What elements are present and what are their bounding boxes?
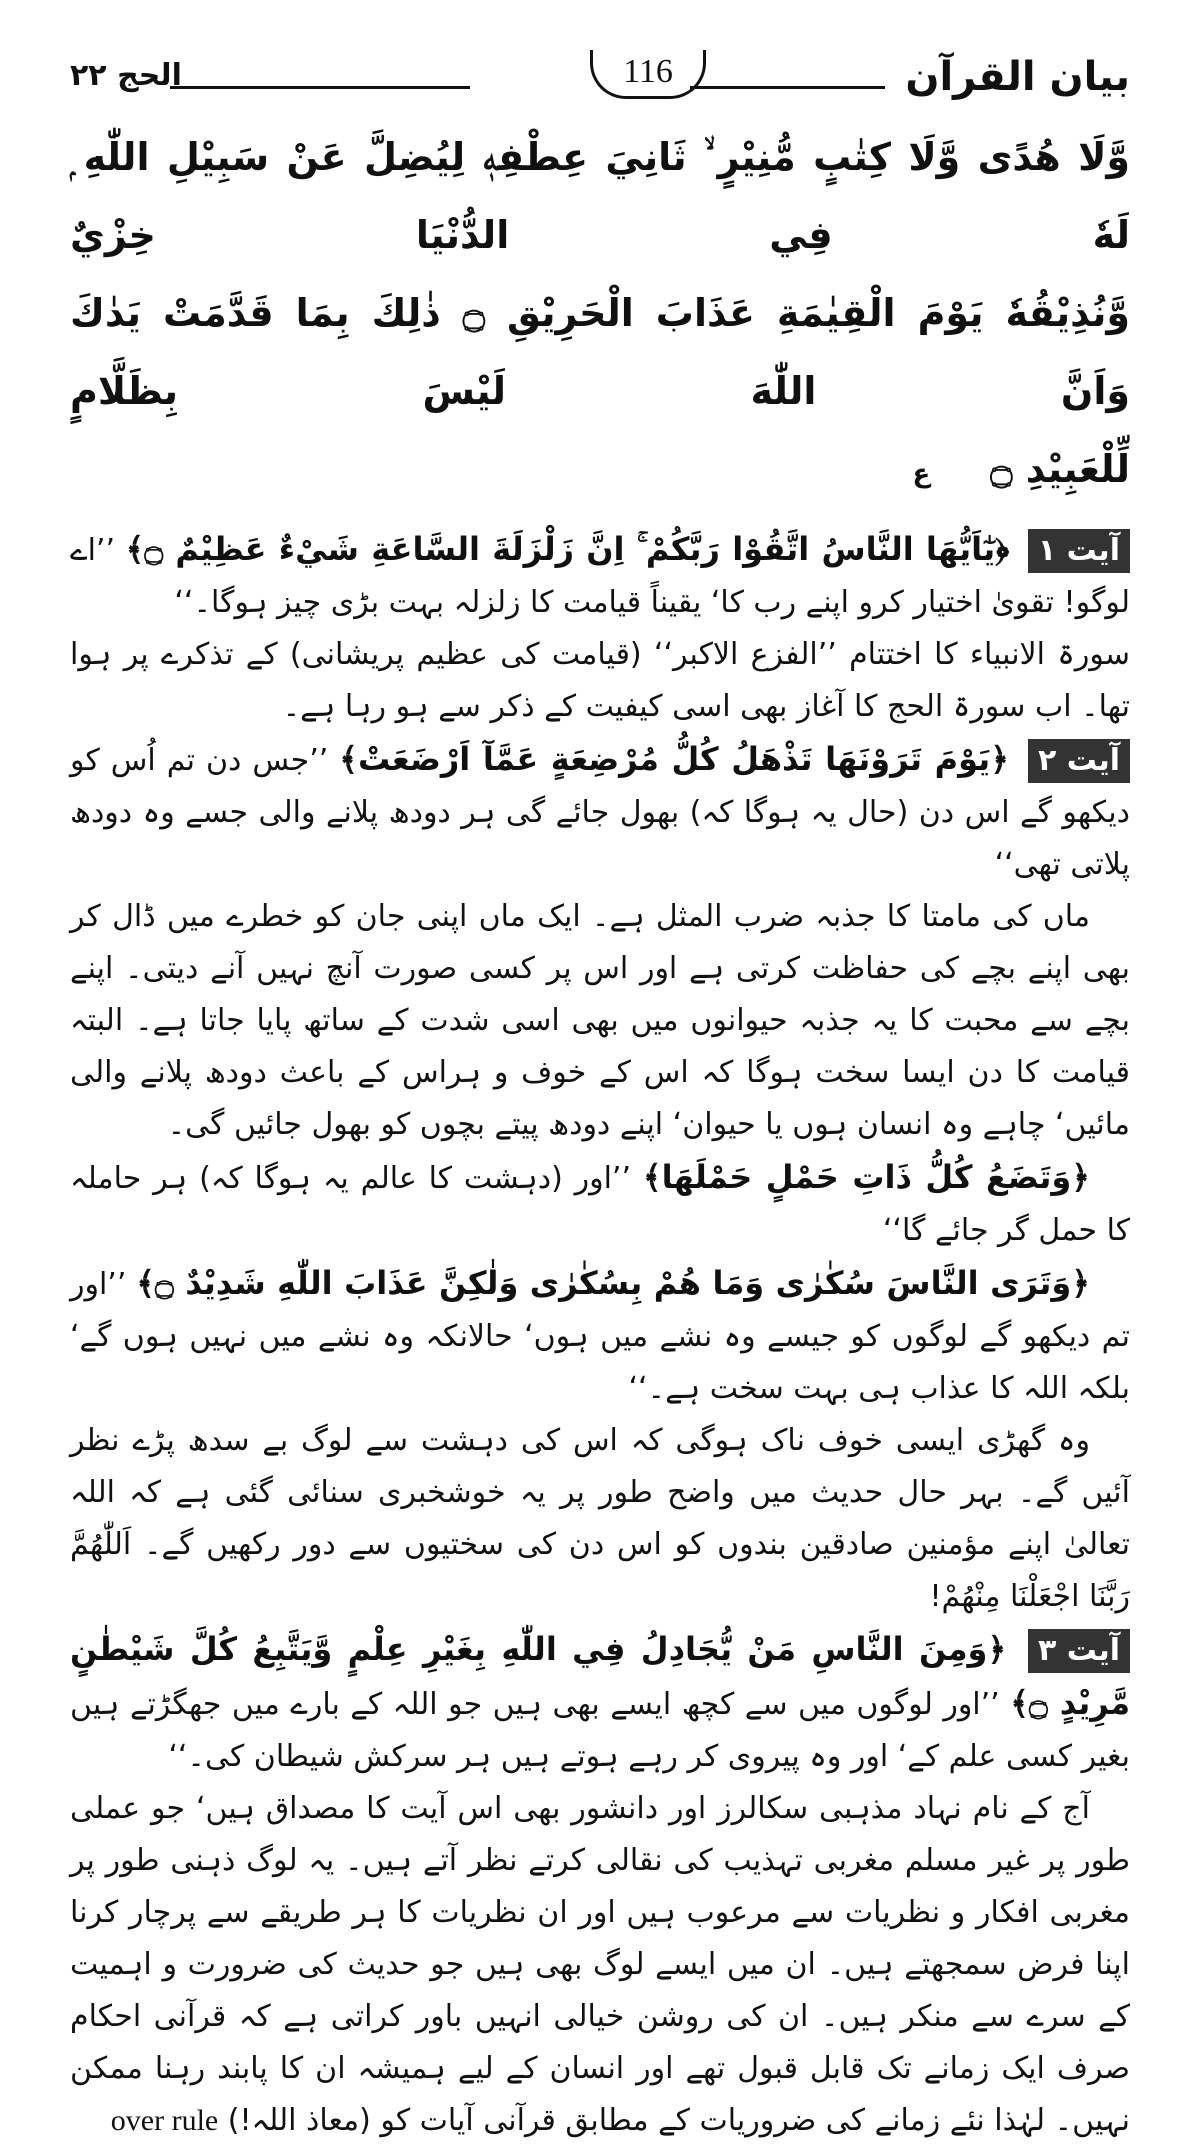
verse-line-1: وَّلَا هُدًى وَّلَا كِتٰبٍ مُّنِيْرٍ ۙ ثَانِيَ عِطْفِهٖ لِيُضِلَّ عَنْ سَبِيْلِ اللّٰهِ ۭ لَهٗ فِي الدُّنْيَا خِزْيٌ xyxy=(70,135,1130,257)
ayah-1-label: آیت ۱ xyxy=(1028,529,1130,573)
page-header xyxy=(70,50,1130,106)
ayah-1-commentary: سورۃ الانبیاء کا اختتام ’’الفزع الاکبر‘‘ (قیامت کی عظیم پریشانی) کے تذکرے پر ہوا تھا۔ اب سورۃ الحج کا آغاز بھی اسی کیفیت کے ذکر سے ہو رہا ہے۔ xyxy=(70,637,1130,724)
ayah-2-sub-verse-1 xyxy=(70,1151,1130,1257)
ayah-2-translation-3: ’’اور تم دیکھو گے لوگوں کو جیسے وہ نشے میں ہوں‘ حالانکہ وہ نشے میں نہیں ہوں گے‘ بلکہ اللہ کا عذاب ہی بہت سخت ہے۔‘‘ xyxy=(70,1267,1130,1406)
verse-line-3 xyxy=(70,430,1130,513)
ayah-2-arabic-2: ﴿وَتَضَعُ كُلُّ ذَاتِ حَمْلٍ حَمْلَهَا﴾ xyxy=(642,1158,1090,1196)
ayah-2-label: آیت ۲ xyxy=(1028,739,1130,783)
ayah-1-paragraph xyxy=(70,523,1130,629)
ayah-2-commentary-2: وہ گھڑی ایسی خوف ناک ہوگی کہ اس کی دہشت سے لوگ بے سدھ پڑے نظر آئیں گے۔ بہر حال حدیث میں واضح طور پر یہ خوشخبری سنائی گئی ہے کہ اللہ تعالیٰ اپنے مؤمنین صادقین بندوں کو اس دن کی سختیوں سے دور رکھیں گے۔ اَللّٰهُمَّ رَبَّنَا اجْعَلْنَا مِنْهُمْ! xyxy=(70,1423,1130,1614)
ayah-2-translation: ’’جس دن تم اُس کو دیکھو گے اس دن (حال یہ ہوگا کہ) بھول جائے گی ہر دودھ پلانے والی جسے وہ دودھ پلاتی تھی‘‘ xyxy=(70,743,1130,882)
surah-name: الحج ۲۲ xyxy=(70,58,182,93)
ayah-3-arabic: ﴿وَمِنَ النَّاسِ مَنْ يُّجَادِلُ فِي اللّٰهِ بِغَيْرِ عِلْمٍ وَّيَتَّبِعُ كُلَّ شَيْطٰنٍ مَّرِيْدٍ ۝﴾ xyxy=(70,1630,1130,1722)
ayah-3-commentary-text: آج کے نام نہاد مذہبی سکالرز اور دانشور بھی اس آیت کا مصداق ہیں‘ جو عملی طور پر غیر مسلم مغربی تہذیب کی نقالی کرتے نظر آتے ہیں۔ یہ لوگ ذہنی طور پر مغربی افکار و نظریات سے مرعوب ہیں اور ان نظریات کا ہر طریقے سے پرچار کرنا اپنا فرض سمجھتے ہیں۔ ان میں ایسے لوگ بھی ہیں جو حدیث کی ضرورت و اہمیت کے سرے سے منکر ہیں۔ ان کی روشن خیالی انہیں باور کراتی ہے کہ قرآنی احکام صرف ایک زمانے تک قابل قبول تھے اور انسان کے لیے ہمیشہ ان کا پابند رہنا ممکن نہیں۔ لہٰذا نئے زمانے کی ضروریات کے مطابق قرآنی آیات کو (معاذ اللہ!) xyxy=(70,1791,1130,2138)
verse-line-3-text: لِّلْعَبِيْدِ ۝ xyxy=(990,447,1130,491)
ayah-2-translation-2: ’’اور (دہشت کا عالم یہ ہوگا کہ) ہر حاملہ کا حمل گر جائے گا‘‘ xyxy=(70,1161,1130,1248)
ayah-3-paragraph xyxy=(70,1623,1130,1783)
ayah-3-commentary xyxy=(70,1783,1130,2147)
ayah-2-commentary-1: ماں کی مامتا کا جذبہ ضرب المثل ہے۔ ایک ماں اپنی جان کو خطرے میں ڈال کر بھی اپنے بچے کی حفاظت کرتی ہے اور اس پر کسی صورت آنچ نہیں آنے دیتی۔ اپنے بچے سے محبت کا یہ جذبہ حیوانوں میں بھی اسی شدت کے ساتھ پایا جاتا ہے۔ البتہ قیامت کا دن ایسا سخت ہوگا کہ اس کے خوف و ہراس کے باعث دودھ پلانے والی مائیں‘ چاہے وہ انسان ہوں یا حیوان‘ اپنے دودھ پیتے بچوں کو بھول جائیں گی۔ xyxy=(70,899,1130,1142)
ayah-2-sub-verse-2 xyxy=(70,1257,1130,1415)
quran-verse-block xyxy=(70,118,1130,513)
ayah-2-arabic: ﴿يَوْمَ تَرَوْنَهَا تَذْهَلُ كُلُّ مُرْضِعَةٍ عَمَّآ اَرْضَعَتْ﴾ xyxy=(339,740,1009,778)
ayah-2-arabic-3: ﴿وَتَرَى النَّاسَ سُكٰرٰى وَمَا هُمْ بِسُكٰرٰى وَلٰكِنَّ عَذَابَ اللّٰهِ شَدِيْدٌ ۝﴾ xyxy=(136,1264,1090,1302)
header-rule-left xyxy=(170,86,470,89)
book-title: بیان القرآن xyxy=(905,54,1130,100)
ayah-3-commentary-english: over rule xyxy=(110,2104,219,2137)
ayah-1-translation: ’’اے لوگو! تقویٰ اختیار کرو اپنے رب کا‘ یقیناً قیامت کا زلزلہ بہت بڑی چیز ہوگا۔‘‘ xyxy=(70,533,1130,620)
ayah-2-paragraph xyxy=(70,733,1130,891)
ayah-3-label: آیت ۳ xyxy=(1028,1629,1130,1673)
ayah-1-arabic: ﴿يٰٓاَيُّهَا النَّاسُ اتَّقُوْا رَبَّكُمْ ۚ اِنَّ زَلْزَلَةَ السَّاعَةِ شَيْءٌ عَظِيْمٌ ۝﴾ xyxy=(125,530,1010,568)
verse-line-2: وَّنُذِيْقُهٗ يَوْمَ الْقِيٰمَةِ عَذَابَ الْحَرِيْقِ ۝ ذٰلِكَ بِمَا قَدَّمَتْ يَدٰكَ وَاَنَّ اللّٰهَ لَيْسَ بِظَلَّامٍ xyxy=(70,291,1130,413)
page-number: 116 xyxy=(590,50,706,99)
ruku-mark: ع xyxy=(912,459,931,489)
ayah-3-translation: ’’اور لوگوں میں سے کچھ ایسے بھی ہیں جو اللہ کے بارے میں جھگڑتے ہیں بغیر کسی علم کے‘ اور وہ پیروی کر رہے ہوتے ہیں ہر سرکش شیطان کی۔‘‘ xyxy=(70,1687,1130,1774)
header-rule-right xyxy=(690,86,885,89)
